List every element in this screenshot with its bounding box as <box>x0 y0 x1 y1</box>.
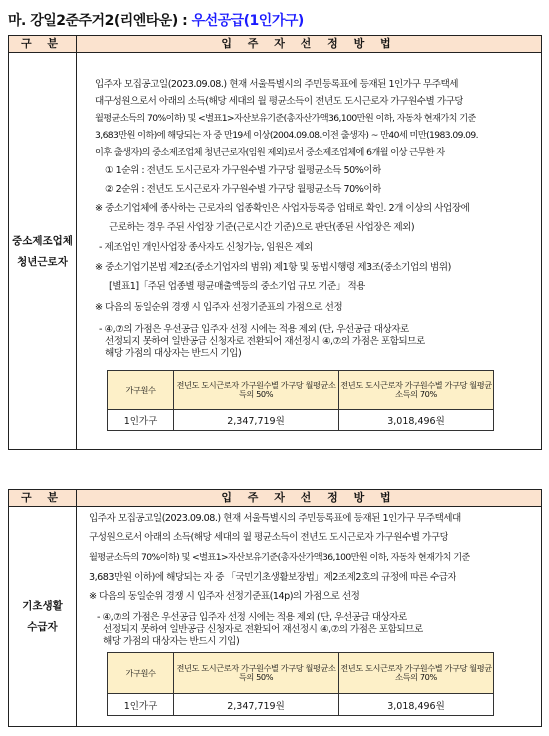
cell-income-70: 3,018,496원 <box>339 694 494 716</box>
table-row <box>108 694 494 716</box>
selection-method-content <box>77 53 541 450</box>
col-income-70: 전년도 도시근로자 가구원수별 가구당 월평균소득의 70% <box>339 371 494 410</box>
cell-household: 1인가구 <box>108 694 174 716</box>
note-text: ※ 중소기업기본법 제2조(중소기업자의 범위) 제1항 및 동법시행령 제3조(중소기업의 범위) <box>95 262 451 273</box>
text-line: 월평균소득의 70%이하) 및 <별표1>자산보유기준(총자산가액36,100만원 이하, 자동차 현재가치 기준 <box>89 552 470 563</box>
col-income-70: 전년도 도시근로자 가구원수별 가구당 월평균소득의 70% <box>339 653 494 694</box>
note-text: - ④,⑦의 가점은 우선공급 입주자 선정 시에는 적용 제외 (단, 우선공급 대상자로 <box>97 612 407 623</box>
note-text: 해당 가점의 대상자는 반드시 기입) <box>103 636 240 647</box>
col-income-50: 전년도 도시근로자 가구원수별 가구당 월평균소득의 50% <box>174 653 339 694</box>
cell-income-50: 2,347,719원 <box>174 694 339 716</box>
note-text: ※ 다음의 동일순위 경쟁 시 입주자 선정기준표(14p)의 가점으로 선정 <box>89 591 360 602</box>
category-label-basic-livelihood <box>9 507 77 727</box>
text-line: 입주자 모집공고일(2023.09.08.) 현재 서울특별시의 주민등록표에 등재된 1인가구 무주택세 <box>95 79 458 90</box>
heading-accent: 우선공급(1인가구) <box>191 13 304 29</box>
selection-method-content <box>77 507 541 727</box>
note-text: - 제조업인 개인사업장 종사자도 신청가능, 임원은 제외 <box>99 242 313 253</box>
category-label-line1: 중소제조업체 <box>12 234 73 247</box>
col-household-size: 가구원수 <box>108 371 174 410</box>
col-income-50: 전년도 도시근로자 가구원수별 가구당 월평균소득의 50% <box>174 371 339 410</box>
note-text: - ④,⑦의 가점은 우선공급 입주자 선정 시에는 적용 제외 (단, 우선공급 대상자로 <box>99 324 409 335</box>
note-text: 해당 가점의 대상자는 반드시 기입) <box>105 348 242 359</box>
selection-table-basic-livelihood <box>8 489 542 727</box>
note-text: ※ 다음의 동일순위 경쟁 시 입주자 선정기준표의 가점으로 선정 <box>95 302 343 313</box>
col-household-size: 가구원수 <box>108 653 174 694</box>
header-method: 입 주 자 선 정 방 법 <box>221 491 397 504</box>
cell-income-50: 2,347,719원 <box>174 410 339 431</box>
category-label-line2: 수급자 <box>27 621 58 633</box>
text-line: 월평균소득의 70%이하) 및 <별표1>자산보유기준(총자산가액36,100만원 이하, 자동차 현재가치 기준 <box>95 113 476 124</box>
table-row <box>108 410 494 431</box>
header-category: 구 분 <box>9 490 77 506</box>
income-table <box>107 652 494 716</box>
text-line: 대구성원으로서 아래의 소득(해당 세대의 월 평균소득이 전년도 도시근로자 가구원수별 가구당 <box>95 96 464 107</box>
table-header <box>9 36 541 53</box>
cell-income-70: 3,018,496원 <box>339 410 494 431</box>
note-text: 선정되지 못하여 일반공급 신청자로 전환되어 재선정시 ④,⑦의 가점은 포함되므로 <box>103 624 423 635</box>
section-heading <box>8 10 304 30</box>
category-label-line2: 청년근로자 <box>17 255 68 268</box>
text-line: 이후 출생자)의 중소제조업체 청년근로자(임원 제외)로서 중소제조업체에 6개월 이상 근무한 자 <box>95 147 445 158</box>
text-line: 입주자 모집공고일(2023.09.08.) 현재 서울특별시의 주민등록표에 등재된 1인가구 무주택세대 <box>89 513 461 524</box>
rank-1-text: ① 1순위 : 전년도 도시근로자 가구원수별 가구당 월평균소득 50%이하 <box>105 165 381 176</box>
category-label-line1: 기초생활 <box>22 600 63 612</box>
cell-household: 1인가구 <box>108 410 174 431</box>
note-text: [별표1]「주된 업종별 평균매출액등의 중소기업 규모 기준」 적용 <box>109 281 365 292</box>
income-table <box>107 370 494 431</box>
heading-prefix: 마. 강일2준주거2(리엔타운) : <box>8 13 188 29</box>
text-line: 구성원으로서 아래의 소득(해당 세대의 월 평균소득이 전년도 도시근로자 가구원수별 가구당 <box>89 532 449 543</box>
rank-2-text: ② 2순위 : 전년도 도시근로자 가구원수별 가구당 월평균소득 70%이하 <box>105 184 381 195</box>
header-method: 입 주 자 선 정 방 법 <box>221 37 397 50</box>
selection-table-sme-workers <box>8 35 542 450</box>
note-text: 선정되지 못하여 일반공급 신청자로 전환되어 재선정시 ④,⑦의 가점은 포함되므로 <box>105 336 425 347</box>
text-line: 3,683만원 이하)에 해당되는 자 중 「국민기초생활보장법」제2조제2호의 규정에 따른 수급자 <box>89 572 457 583</box>
note-text: ※ 중소기업체에 종사하는 근로자의 업종확인은 사업자등록증 업태로 확인. 2개 이상의 사업장에 <box>95 203 470 214</box>
note-text: 근로하는 경우 주된 사업장 기준(근로시간 기준)으로 판단(종된 사업장은 제외) <box>109 222 415 233</box>
table-header <box>9 490 541 507</box>
text-line: 3,683만원 이하)에 해당되는 자 중 만19세 이상(2004.09.08.이전 출생자) ~ 만40세 미만(1983.09.09. <box>95 130 478 141</box>
category-label-sme-workers <box>9 53 77 450</box>
header-category: 구 분 <box>9 36 77 52</box>
